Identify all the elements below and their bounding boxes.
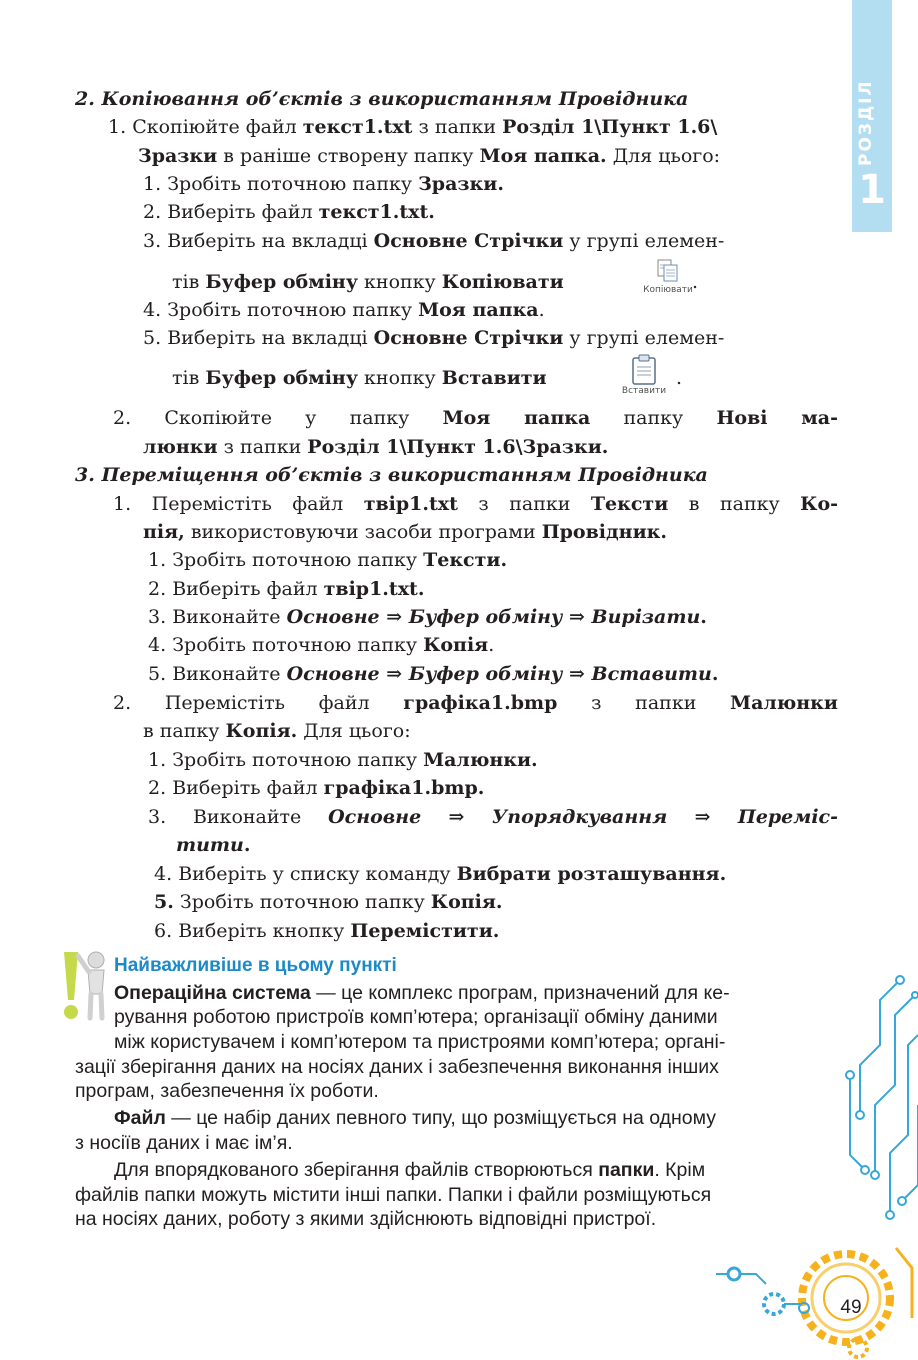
text: — це комплекс програм, призначений для ке- xyxy=(310,982,730,1004)
summary-p1-line-2: рування роботою пристроїв комп’ютера; організації обміну даними xyxy=(114,1006,718,1028)
text: папку xyxy=(590,407,717,429)
text: Виберіть кнопку xyxy=(178,920,351,942)
folder-path: Розділ 1\Пункт 1.6\ xyxy=(502,116,718,138)
text: Виберіть на вкладці xyxy=(167,230,374,252)
section-tab xyxy=(852,0,892,232)
folder-name: Моя папка. xyxy=(479,145,607,167)
paste-ribbon-button xyxy=(616,352,672,398)
item-number: 2. xyxy=(148,777,167,799)
item-number: 4. xyxy=(148,634,167,656)
item-number: 2. xyxy=(148,578,167,600)
step-2-1-1 xyxy=(143,172,504,196)
item-number: 3. xyxy=(143,230,162,252)
step-3-1-4 xyxy=(148,633,494,657)
button-name: Перемістити. xyxy=(350,920,500,942)
item-number: 6. xyxy=(154,920,173,942)
period: . xyxy=(676,367,683,389)
task-3-2-line-1 xyxy=(113,691,838,715)
item-number: 1. xyxy=(108,116,127,138)
item-number: 2. xyxy=(113,407,132,429)
file-name: графіка1.bmp xyxy=(323,777,478,799)
summary-p1-line-3: між користувачем і комп’ютером та пристроями комп’ютера; органі- xyxy=(114,1031,726,1053)
folder-name: Тексти xyxy=(590,493,669,515)
text: тів xyxy=(172,271,206,293)
group-name: Буфер обміну xyxy=(205,271,358,293)
file-name: текст1.txt xyxy=(302,116,413,138)
text: у групі елемен- xyxy=(563,327,725,349)
step-3-2-5 xyxy=(154,890,503,914)
text: з папки xyxy=(457,493,591,515)
text: Зробіть поточною папку xyxy=(167,173,419,195)
item-number: 4. xyxy=(143,299,162,321)
period: . xyxy=(692,271,699,293)
task-3-1-line-1 xyxy=(113,492,838,516)
folder-name: Зразки xyxy=(418,173,498,195)
step-3-2-3-line-2 xyxy=(176,833,250,857)
folder-name: Малюнки xyxy=(730,692,838,714)
text: . xyxy=(497,173,504,195)
command-name: Вибрати розташування. xyxy=(456,863,727,885)
summary-p1-line-5: програм, забезпечення їх роботи. xyxy=(75,1080,379,1102)
folder-name: пія, xyxy=(143,521,185,543)
file-name: графіка1.bmp xyxy=(403,692,558,714)
text: у групі елемен- xyxy=(563,230,725,252)
summary-p3-line-3: на носіях даних, роботу з якими здійснюють відповідні пристрої. xyxy=(75,1208,657,1230)
step-2-1-5-line-2 xyxy=(172,366,547,390)
step-3-1-2 xyxy=(148,577,424,601)
item-number: 3. xyxy=(148,806,167,828)
folder-name: Малюнки. xyxy=(423,749,538,771)
item-number: 5. xyxy=(154,891,174,913)
exclamation-figure-icon xyxy=(58,948,112,1024)
item-number: 5. xyxy=(148,663,167,685)
text: використовуючи засоби програми xyxy=(184,521,542,543)
step-3-2-4 xyxy=(154,862,726,886)
group-name: Буфер обміну xyxy=(205,367,358,389)
term: Операційна система xyxy=(114,982,311,1004)
text: з папки xyxy=(412,116,503,138)
step-3-2-1 xyxy=(148,748,538,772)
text: Виконайте xyxy=(172,606,287,628)
text: Виберіть у списку команду xyxy=(178,863,457,885)
step-3-2-6 xyxy=(154,919,499,943)
copy-icon xyxy=(655,257,681,285)
command-path: Основне ⇒ Буфер обміну ⇒ Вирізати xyxy=(286,606,701,628)
step-3-1-5 xyxy=(148,662,718,686)
text: кнопку xyxy=(358,367,442,389)
folder-name: люнки xyxy=(143,436,218,458)
item-number: 1. xyxy=(148,749,167,771)
text: Виконайте xyxy=(172,663,287,685)
summary-p3-line-1 xyxy=(114,1158,705,1182)
folder-name: Копія xyxy=(423,634,489,656)
step-2-1-3-line-1 xyxy=(143,229,724,253)
copy-ribbon-button xyxy=(640,255,699,301)
text: Зробіть поточною папку xyxy=(179,891,431,913)
copy-button-caption: Копіювати xyxy=(643,285,693,295)
text: — це набір даних певного типу, що розміщується на одному xyxy=(165,1107,717,1129)
text: Для цього: xyxy=(606,145,721,167)
text: Перемістіть файл xyxy=(151,493,364,515)
step-2-1-5-line-1 xyxy=(143,326,724,350)
text: Скопіюйте файл xyxy=(132,116,303,138)
step-3-1-1 xyxy=(148,548,507,572)
text: в папку xyxy=(143,720,226,742)
item-number: 4. xyxy=(154,863,173,885)
summary-p2-line-1 xyxy=(114,1106,716,1130)
command-path: Основне ⇒ Буфер обміну ⇒ Вставити xyxy=(286,663,712,685)
text: . xyxy=(417,578,425,600)
paste-button-caption: Вставити xyxy=(621,386,667,396)
text: . xyxy=(243,834,251,856)
step-3-1-3 xyxy=(148,605,707,629)
file-name: твір1.txt xyxy=(323,578,418,600)
command-path: Основне ⇒ Упорядкування ⇒ Переміс- xyxy=(328,806,839,828)
text: Зробіть поточною папку xyxy=(172,549,424,571)
step-3-2-2 xyxy=(148,776,484,800)
item-number: 5. xyxy=(143,327,162,349)
text: Виконайте xyxy=(192,806,329,828)
folder-name: Моя папка xyxy=(442,407,591,429)
text: Зробіть поточною папку xyxy=(172,749,424,771)
folder-path: Розділ 1\Пункт 1.6\Зразки. xyxy=(307,436,609,458)
term: папки xyxy=(598,1159,655,1181)
button-name: Вставити xyxy=(441,367,547,389)
summary-p2-line-2: з носіїв даних і має ім’я. xyxy=(75,1132,293,1154)
section-tab-label: РОЗДІЛ xyxy=(856,79,876,166)
section-3-heading: 3. Переміщення об’єктів з використанням Провідника xyxy=(75,464,708,486)
item-number: 2. xyxy=(113,692,132,714)
text: Для цього: xyxy=(297,720,411,742)
summary-p1-line-1 xyxy=(114,981,730,1005)
text: . xyxy=(488,634,495,656)
text: Зробіть поточною папку xyxy=(172,634,424,656)
text: в папку xyxy=(668,493,801,515)
tab-name: Основне Стрічки xyxy=(373,230,564,252)
section-tab-number: 1 xyxy=(858,167,886,213)
text: Перемістіть файл xyxy=(164,692,404,714)
folder-name: Тексти. xyxy=(423,549,508,571)
text: Виберіть файл xyxy=(172,578,324,600)
text: кнопку xyxy=(358,271,442,293)
item-number: 1. xyxy=(113,493,132,515)
circuit-decoration xyxy=(840,975,918,1235)
page-number: 49 xyxy=(840,1297,862,1318)
folder-name: Ко- xyxy=(800,493,838,515)
command-path: тити xyxy=(176,834,244,856)
tab-name: Основне Стрічки xyxy=(373,327,564,349)
button-name: Копіювати xyxy=(441,271,564,293)
text: з папки xyxy=(217,436,308,458)
text: . Крім xyxy=(654,1159,706,1181)
task-2-2-line-1 xyxy=(113,406,838,430)
task-3-2-line-2 xyxy=(143,719,411,743)
folder-name: Копія. xyxy=(225,720,298,742)
item-number: 2. xyxy=(143,201,162,223)
text: Виберіть на вкладці xyxy=(167,327,374,349)
text: з папки xyxy=(557,692,731,714)
file-name: текст1.txt xyxy=(318,201,429,223)
text: Для впорядкованого зберігання файлів створюються xyxy=(114,1159,599,1181)
item-number: 3. xyxy=(148,606,167,628)
folder-name: Зразки xyxy=(138,145,218,167)
step-2-1-4 xyxy=(143,298,545,322)
task-2-2-line-2 xyxy=(143,435,608,459)
step-2-1-3-line-2 xyxy=(172,270,564,294)
folder-name: Копія. xyxy=(430,891,503,913)
folder-name: Моя папка xyxy=(418,299,539,321)
summary-title: Найважливіше в цьому пункті xyxy=(114,955,397,976)
section-2-heading: 2. Копіювання об’єктів з використанням Провідника xyxy=(75,88,689,110)
gears-decoration xyxy=(716,1238,918,1360)
text: . xyxy=(700,606,707,628)
task-3-1-line-2 xyxy=(143,520,667,544)
task-2-1-line-1 xyxy=(108,115,838,139)
step-2-1-2 xyxy=(143,200,435,224)
text: . xyxy=(538,299,545,321)
summary-p3-line-2: файлів папки можуть містити інші папки. Папки і файли розміщуються xyxy=(75,1184,712,1206)
program-name: Провідник. xyxy=(541,521,668,543)
summary-p1-line-4: зації зберігання даних на носіях даних і забезпечення виконання інших xyxy=(75,1056,719,1078)
item-number: 1. xyxy=(143,173,162,195)
text: . xyxy=(428,201,435,223)
term: Файл xyxy=(114,1107,166,1129)
task-2-1-line-2 xyxy=(138,144,720,168)
text: . xyxy=(711,663,719,685)
text: в раніше створену папку xyxy=(217,145,480,167)
step-3-2-3-line-1 xyxy=(148,805,838,829)
text: . xyxy=(477,777,485,799)
file-name: твір1.txt xyxy=(363,493,458,515)
clipboard-icon xyxy=(629,354,659,386)
item-number: 1. xyxy=(148,549,167,571)
text: Виберіть файл xyxy=(172,777,324,799)
text: Зробіть поточною папку xyxy=(167,299,419,321)
text: Скопіюйте у папку xyxy=(164,407,443,429)
text: Виберіть файл xyxy=(167,201,319,223)
text: тів xyxy=(172,367,206,389)
folder-name: Нові ма- xyxy=(716,407,839,429)
